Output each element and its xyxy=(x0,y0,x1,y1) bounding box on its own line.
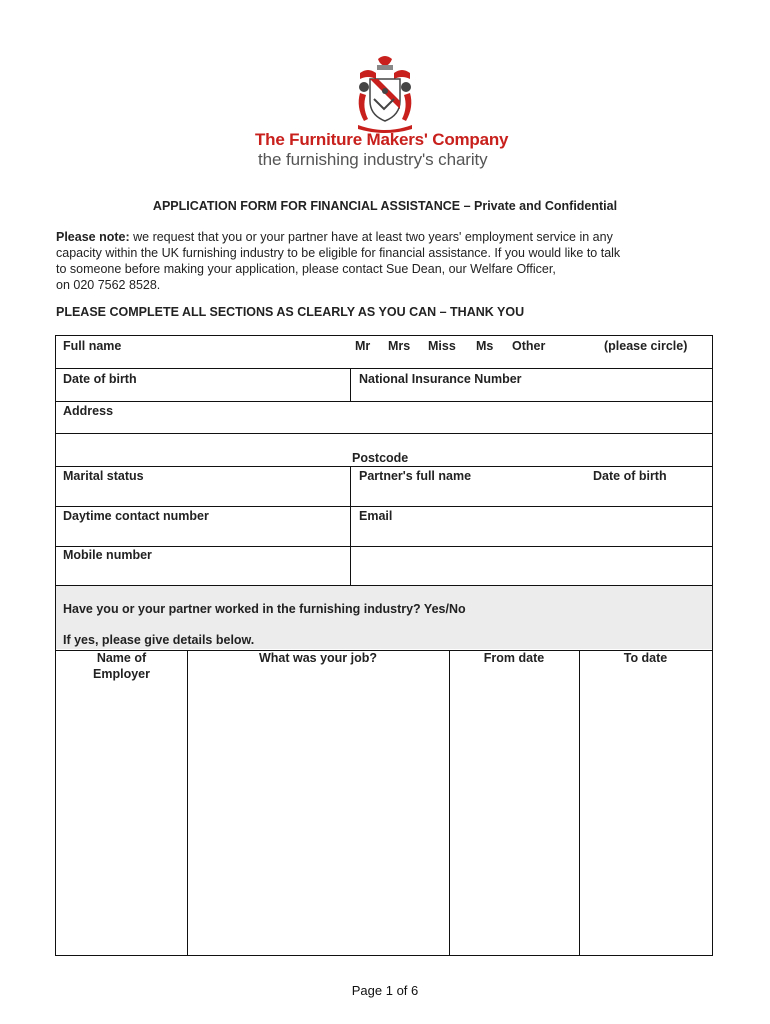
form-title: APPLICATION FORM FOR FINANCIAL ASSISTANCE – Private and Confidential xyxy=(152,199,618,213)
applicant-details-table xyxy=(55,335,713,956)
employer-name-entry[interactable] xyxy=(58,686,185,952)
partner-name-input[interactable] xyxy=(359,484,579,504)
employment-question: Have you or your partner worked in the furnishing industry? Yes/No xyxy=(63,602,466,616)
job-description-entry[interactable] xyxy=(189,671,447,952)
partner-name-label: Partner's full name xyxy=(359,469,472,483)
ni-number-label: National Insurance Number xyxy=(359,372,522,386)
completion-instruction: PLEASE COMPLETE ALL SECTIONS AS CLEARLY AS YOU CAN – THANK YOU xyxy=(56,305,525,319)
title-option-mr[interactable]: Mr xyxy=(355,339,371,353)
col-header-employer-line1: Name of xyxy=(96,651,147,665)
address-label: Address xyxy=(63,404,114,418)
mobile-number-label: Mobile number xyxy=(63,548,152,562)
marital-status-label: Marital status xyxy=(63,469,144,483)
please-circle-hint: (please circle) xyxy=(604,339,688,353)
note-line-2: capacity within the UK furnishing industry to be eligible for financial assistance. If you would like to talk xyxy=(56,246,621,260)
to-date-entry[interactable] xyxy=(581,671,710,952)
partner-dob-input[interactable] xyxy=(593,484,708,504)
full-name-label: Full name xyxy=(63,339,122,353)
employment-followup: If yes, please give details below. xyxy=(63,633,255,647)
organisation-tagline: the furnishing industry's charity xyxy=(258,150,488,169)
ni-number-input[interactable] xyxy=(546,369,706,400)
title-option-miss[interactable]: Miss xyxy=(428,339,456,353)
note-label: Please note: xyxy=(56,230,130,244)
note-line-4: on 020 7562 8528. xyxy=(56,278,161,292)
title-option-ms[interactable]: Ms xyxy=(476,339,494,353)
mobile-extra-input[interactable] xyxy=(356,548,708,584)
date-of-birth-label: Date of birth xyxy=(63,372,137,386)
company-crest-logo xyxy=(350,55,420,135)
page-number: Page 1 of 6 xyxy=(351,983,419,998)
title-option-mrs[interactable]: Mrs xyxy=(388,339,411,353)
col-header-employer-line2: Employer xyxy=(93,667,150,681)
note-line-3: to someone before making your application, please contact Sue Dean, our Welfare Officer, xyxy=(56,262,556,276)
partner-dob-label: Date of birth xyxy=(593,469,667,483)
organisation-name: The Furniture Makers' Company xyxy=(255,130,509,149)
title-option-other[interactable]: Other xyxy=(512,339,546,353)
email-label: Email xyxy=(359,509,393,523)
daytime-contact-input[interactable] xyxy=(63,525,343,545)
date-of-birth-input[interactable] xyxy=(156,369,346,400)
note-line-1: we request that you or your partner have at least two years' employment service in any xyxy=(129,230,613,244)
col-header-from-date: From date xyxy=(483,651,545,665)
col-header-to-date: To date xyxy=(623,651,668,665)
address-input[interactable] xyxy=(126,402,706,465)
daytime-contact-label: Daytime contact number xyxy=(63,509,209,523)
postcode-label: Postcode xyxy=(352,451,409,465)
full-name-input[interactable] xyxy=(156,337,346,367)
col-header-job: What was your job? xyxy=(258,651,378,665)
mobile-number-input[interactable] xyxy=(63,564,343,584)
email-input[interactable] xyxy=(359,525,709,545)
marital-status-input[interactable] xyxy=(63,484,343,504)
from-date-entry[interactable] xyxy=(451,671,577,952)
eligibility-note xyxy=(56,229,716,293)
